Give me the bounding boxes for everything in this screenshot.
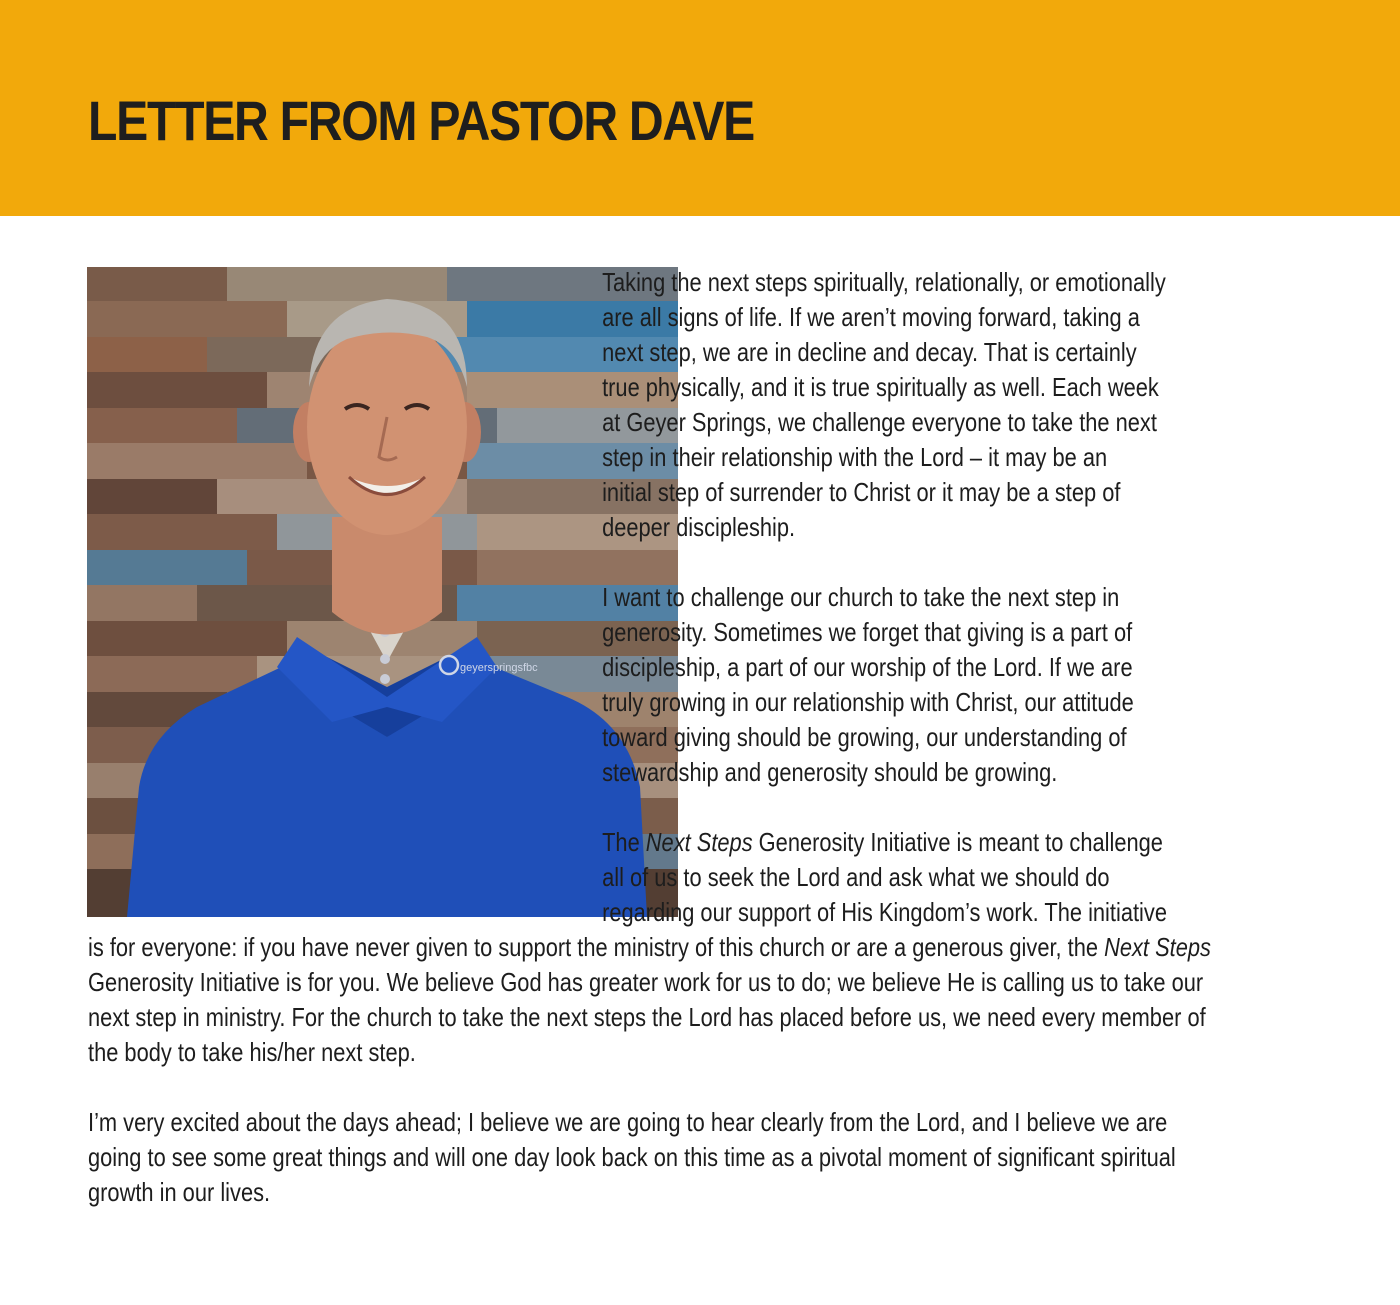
text-line: deeper discipleship. — [602, 512, 796, 542]
text-line: discipleship, a part of our worship of the Lord. If we are — [602, 652, 1133, 682]
italic-title: Next Steps — [645, 827, 753, 857]
page-title: LETTER FROM PASTOR DAVE — [88, 89, 755, 152]
text-line: Taking the next steps spiritually, relationally, or emotionally — [602, 267, 1166, 297]
paragraph-4 — [88, 1105, 1318, 1210]
text-line: I’m very excited about the days ahead; I believe we are going to hear clearly from the Lord, and I believe we are — [88, 1107, 1168, 1137]
text-line: true physically, and it is true spiritually as well. Each week — [602, 372, 1159, 402]
text-line — [88, 825, 1163, 860]
text-segment: Generosity Initiative is meant to challenge — [752, 827, 1163, 857]
header-banner — [0, 0, 1400, 216]
shirt-logo-text: geyerspringsfbc — [460, 662, 538, 674]
text-line: I want to challenge our church to take the next step in — [602, 582, 1120, 612]
text-line: growth in our lives. — [88, 1177, 271, 1207]
paragraph-2 — [88, 580, 1318, 790]
text-segment: is for everyone: if you have never given to support the ministry of this church or are a generous giver, the — [88, 932, 1105, 962]
text-line: initial step of surrender to Christ or it may be a step of — [602, 477, 1121, 507]
text-line: generosity. Sometimes we forget that giving is a part of — [602, 617, 1133, 647]
italic-title: Next Steps — [1104, 932, 1211, 962]
text-line: Generosity Initiative is for you. We believe God has greater work for us to do; we believe He is calling us to take our — [88, 967, 1204, 997]
text-line: step in their relationship with the Lord – it may be an — [602, 442, 1108, 472]
text-line: at Geyer Springs, we challenge everyone to take the next — [602, 407, 1157, 437]
text-line: going to see some great things and will one day look back on this time as a pivotal moment of significant spiritual — [88, 1142, 1176, 1172]
text-line: toward giving should be growing, our understanding of — [602, 722, 1127, 752]
text-line: all of us to seek the Lord and ask what we should do — [602, 862, 1110, 892]
text-line: stewardship and generosity should be growing. — [602, 757, 1058, 787]
text-line: the body to take his/her next step. — [88, 1037, 416, 1067]
text-line: regarding our support of His Kingdom’s work. The initiative — [602, 897, 1167, 927]
letter-body — [88, 265, 1318, 1245]
paragraph-3 — [88, 825, 1318, 1070]
text-line — [88, 930, 1211, 965]
text-line: truly growing in our relationship with Christ, our attitude — [602, 687, 1134, 717]
paragraph-1 — [88, 265, 1318, 545]
text-line: next step, we are in decline and decay. That is certainly — [602, 337, 1137, 367]
text-line: next step in ministry. For the church to take the next steps the Lord has placed before us, we need every member of — [88, 1002, 1206, 1032]
text-line: are all signs of life. If we aren’t moving forward, taking a — [602, 302, 1140, 332]
text-segment: The — [602, 827, 646, 857]
